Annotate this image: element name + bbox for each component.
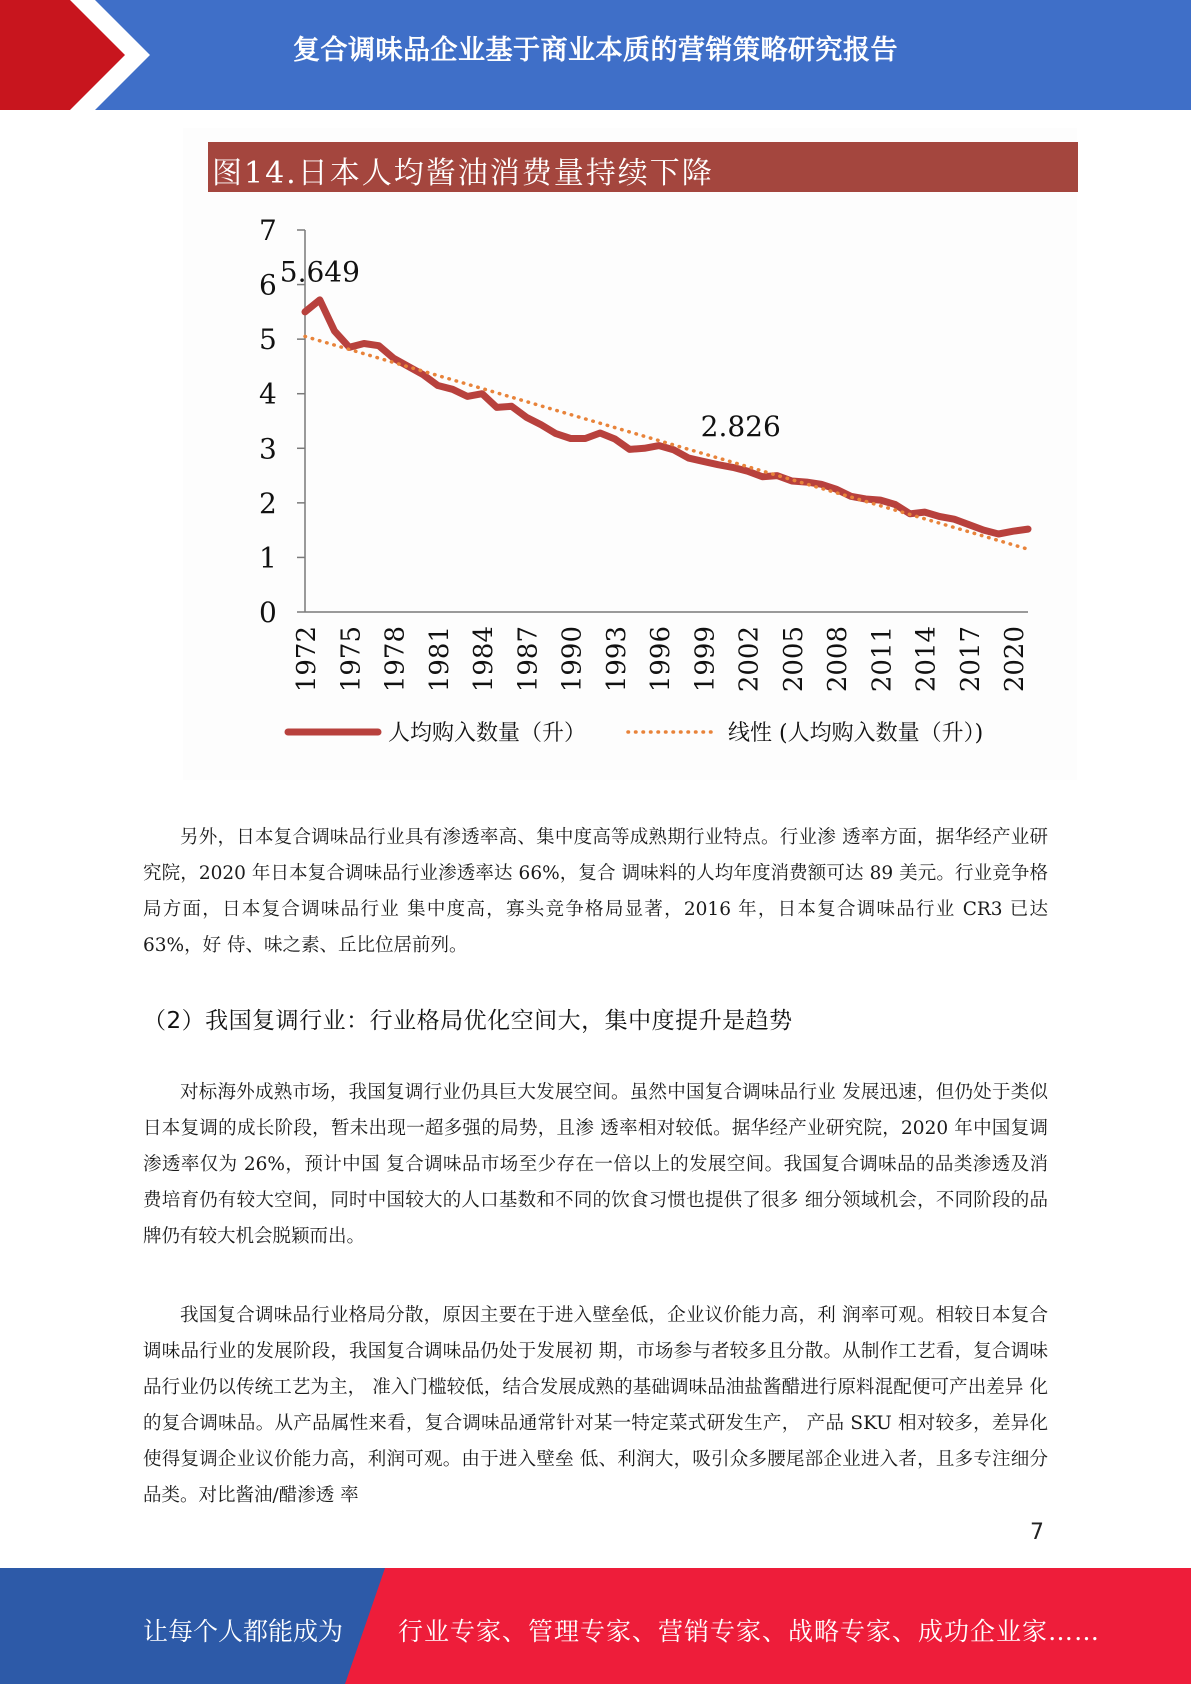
x-tick-label: 1984 (469, 626, 500, 693)
report-title: 复合调味品企业基于商业本质的营销策略研究报告 (293, 35, 898, 66)
y-tick-labels (259, 214, 277, 629)
footer-slogan-right: 行业专家、管理专家、营销专家、战略专家、成功企业家…… (398, 1617, 1101, 1646)
x-tick-label: 2002 (734, 626, 765, 693)
y-tick-label: 3 (259, 432, 277, 466)
footer-slogan-left: 让每个人都能成为 (143, 1617, 344, 1646)
paragraph-japan-industry: 另外，日本复合调味品行业具有渗透率高、集中度高等成熟期行业特点。行业渗 透率方面，据华经产业研究院，2020 年日本复合调味品行业渗透率达 66%，复合 调味料的人均年度消费额可达 89 美元。行业竞争格局方面，日本复合调味品行业 集中度高，寡头竞争格局显著，2016 年，日本复合调味品行业 CR3 已达 63%，好 侍、味之素、丘比位居前列。 (143, 827, 1048, 956)
x-tick-label: 1990 (557, 626, 588, 693)
paragraph-china-structure: 我国复合调味品行业格局分散，原因主要在于进入壁垒低，企业议价能力高，利 润率可观。相较日本复合调味品行业的发展阶段，我国复合调味品仍处于发展初 期，市场参与者较多且分散。从制作工艺看，复合调味品行业仍以传统工艺为主， 准入门槛较低，结合发展成熟的基础调味品油盐酱醋进行原料混配便可产出差异 化的复合调味品。从产品属性来看，复合调味品通常针对某一特定菜式研发生产， 产品 SKU 相对较多，差异化使得复调企业议价能力高，利润可观。由于进入壁垒 低、利润大，吸引众多腰尾部企业进入者，且多专注细分品类。对比酱油/醋渗透 率 (143, 1305, 1048, 1506)
x-tick-label: 1993 (601, 626, 632, 693)
y-tick-label: 7 (259, 214, 277, 247)
x-tick-label: 2014 (911, 626, 942, 693)
x-tick-label: 2005 (778, 626, 809, 693)
chart-axes (297, 230, 1028, 612)
x-tick-label: 1981 (424, 626, 455, 693)
y-tick-label: 6 (259, 268, 277, 302)
legend-label-purchase: 人均购入数量（升） (388, 721, 587, 746)
x-tick-label: 2011 (867, 626, 898, 693)
section-heading: （2）我国复调行业：行业格局优化空间大，集中度提升是趋势 (143, 1008, 793, 1034)
y-tick-label: 2 (259, 486, 277, 520)
x-tick-label: 2008 (823, 626, 854, 693)
x-tick-label: 1999 (690, 626, 721, 693)
x-tick-label: 1975 (336, 626, 367, 693)
chart-series (305, 300, 1028, 549)
x-tick-label: 1987 (513, 626, 544, 693)
paragraph-china-space: 对标海外成熟市场，我国复调行业仍具巨大发展空间。虽然中国复合调味品行业 发展迅速，但仍处于类似日本复调的成长阶段，暂未出现一超多强的局势，且渗 透率相对较低。据华经产业研究院，2020 年中国复调渗透率仅为 26%，预计中国 复合调味品市场至少存在一倍以上的发展空间。我国复合调味品的品类渗透及消 费培育仍有较大空间，同时中国较大的人口基数和不同的饮食习惯也提供了很多 细分领域机会，不同阶段的品牌仍有较大机会脱颖而出。 (143, 1082, 1048, 1247)
x-tick-label: 1996 (646, 626, 677, 693)
data-annotation: 2.826 (700, 409, 781, 443)
x-tick-label: 2017 (955, 626, 986, 693)
figure-title: 图14.日本人均酱油消费量持续下降 (212, 156, 714, 191)
y-tick-label: 0 (259, 596, 277, 629)
chart-legend (288, 721, 983, 746)
page-number: 7 (1030, 1520, 1044, 1545)
series-line-linear-trend (305, 336, 1028, 549)
data-annotation: 5.649 (279, 255, 360, 289)
series-line-purchase (305, 300, 1028, 534)
legend-label-linear: 线性 (人均购入数量（升）) (728, 721, 984, 746)
x-tick-label: 2020 (1000, 626, 1031, 693)
y-tick-label: 1 (259, 541, 277, 575)
x-tick-labels (292, 626, 1030, 692)
line-chart (183, 192, 1077, 780)
x-tick-label: 1978 (380, 626, 411, 693)
y-tick-label: 5 (259, 323, 277, 357)
x-tick-label: 1972 (292, 626, 322, 693)
y-tick-label: 4 (259, 377, 277, 411)
